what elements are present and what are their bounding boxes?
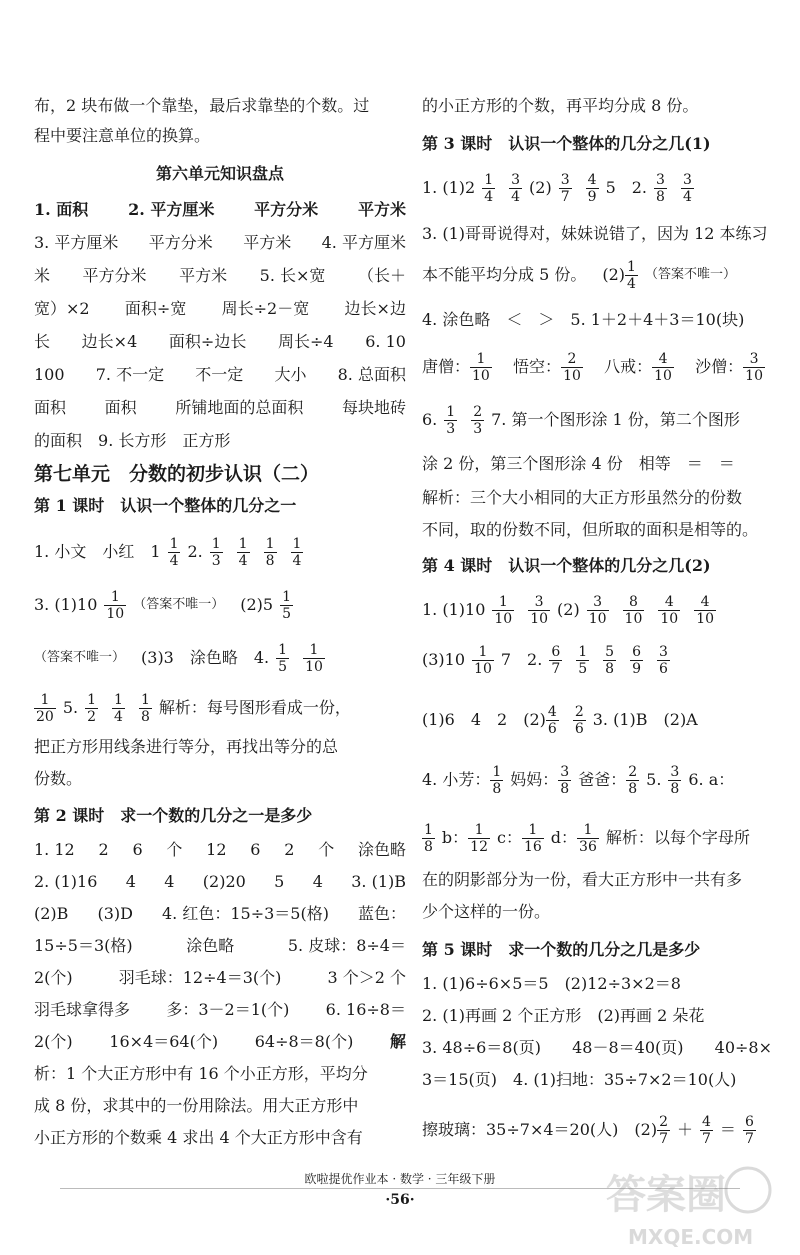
fraction: 1 16: [523, 821, 542, 855]
text-line: 在的阴影部分为一份，看大正方形中一共有多: [422, 870, 743, 889]
answer-line: 1 20 5. 1 2 1 4 1 8 解析：每号图形看成一份，: [36, 691, 351, 725]
answer-line: 1. 小文 小红 1 1 4 2. 1 3 1 4 1 8 1 4: [34, 535, 302, 569]
answer-line: 唐僧： $\frac{1}{10}$ 悟空： $\frac{2}{10}$ 八戒： $\frac{4}{10}$ 沙僧： $\frac{3}{10}$: [422, 350, 763, 384]
fraction: 1 4: [484, 171, 494, 205]
answer-line: 4. 涂色略 ＜ ＞ 5. 1＋2＋4＋3＝10(块): [422, 310, 745, 329]
answer-line: (1)6 4 2 (2) 4 6 2 6 3. (1)B (2)A: [422, 703, 698, 737]
fraction: 1 8: [140, 691, 150, 725]
fraction: 4 6: [547, 703, 557, 737]
watermark-url: MXQE.COM: [628, 1225, 754, 1249]
answer-line: 3. 48÷6＝8(页) 48－8＝40(页) 40÷8×: [422, 1038, 772, 1057]
fraction: 1 4: [292, 535, 302, 569]
lesson-heading: 第 3 课时 认识一个整体的几分之几(1): [422, 134, 711, 153]
answer-line: 1. (1)6÷6×5＝5 (2)12÷3×2＝8: [422, 974, 681, 993]
watermark-logo-icon: [598, 1160, 778, 1250]
answer-line: 的面积 9. 长方形 正方形: [34, 431, 231, 450]
answer-line: (2)B (3)D 4. 红色：15÷3＝5(格) 蓝色：: [34, 904, 406, 923]
fraction: $\frac{3}{10}$: [745, 350, 763, 384]
answer-line: 100 7. 不一定 不一定 大小 8. 总面积: [34, 365, 406, 384]
text-line: 成 8 份，求其中的一份用除法。用大正方形中: [34, 1096, 359, 1115]
answer-line: 2(个) 16×4＝64(个) 64÷8＝8(个) 解: [34, 1032, 406, 1051]
fraction: 1 5: [278, 641, 288, 675]
text-line: 少个这样的一份。: [422, 902, 551, 921]
fraction: 3 8: [560, 763, 570, 797]
fraction: 2 3: [473, 403, 483, 437]
fraction: 5 8: [605, 643, 615, 677]
answer-line: 1 8 b： 1 12 c： 1 16 d： 1 36 解析：以每个字母所: [424, 821, 750, 855]
answer-line: 1. 12 2 6 个 12 6 2 个 涂色略: [34, 840, 406, 859]
fraction: $\frac{1}{10}$: [472, 350, 490, 384]
answer-line: （答案不唯一） (3)3 涂色略 4. 1 5 1 10: [34, 641, 323, 675]
fraction: 8 10: [624, 593, 643, 627]
fraction: 3 4: [682, 171, 692, 205]
fraction: 2 6: [574, 703, 584, 737]
text-line: 把正方形用线条进行等分，再找出等分的总: [34, 737, 339, 756]
text-line: 解析：三个大小相同的大正方形虽然分的份数: [422, 488, 743, 507]
answer-line: 15÷5＝3(格) 涂色略 5. 皮球：8÷4＝: [34, 936, 406, 955]
fraction: 1 8: [424, 821, 433, 855]
answer-line: 1. (1)10 1 10 3 10 (2) 3 10 8 10 4 10 4 10: [422, 593, 715, 627]
text-line: 析：1 个大正方形中有 16 个小正方形，平均分: [34, 1064, 368, 1083]
answer-line: 1. (1)2 1 4 3 4 (2) 3 7 4 9 5 2. 3 8 3 4: [422, 171, 692, 205]
fraction: 2 8: [628, 763, 638, 797]
fraction: 1 8: [492, 763, 502, 797]
answer-line: 长 边长×4 面积÷边长 周长÷4 6. 10: [34, 332, 406, 351]
answer-line: 4. 小芳： 1 8 妈妈： 3 8 爸爸： 2 8 5. 3 8 6. a：: [422, 763, 735, 797]
fraction: 1 4: [169, 535, 179, 569]
fraction: 4 10: [660, 593, 679, 627]
footer-title: 欧啦提优作业本 · 数学 · 三年级下册: [304, 1172, 496, 1186]
answer-line: 6. 1 3 2 3 7. 第一个图形涂 1 份，第二个图形: [422, 403, 740, 437]
fraction: 1 20: [36, 691, 54, 725]
answer-line: 宽）×2 面积÷宽 周长÷2－宽 边长×边: [34, 299, 406, 318]
fraction: 4 9: [587, 171, 597, 205]
fraction: 1 4: [627, 258, 636, 292]
fraction: 1 2: [87, 691, 97, 725]
answer-line: 3. 平方厘米 平方分米 平方米 4. 平方厘米: [34, 233, 406, 252]
fraction: 3 6: [659, 643, 668, 677]
answer-line: 羽毛球拿得多 多：3－2＝1(个) 6. 16÷8＝: [34, 1000, 406, 1019]
text-line: 不同，取的份数不同，但所取的面积是相等的。: [422, 520, 759, 539]
unit-heading: 第七单元 分数的初步认识（二）: [34, 463, 320, 485]
answer-line: 2(个) 羽毛球：12÷4＝3(个) 3 个＞2 个: [34, 968, 406, 987]
fraction: 1 36: [579, 821, 597, 855]
fraction: 1 3: [446, 403, 456, 437]
fraction: 3 8: [656, 171, 665, 205]
fraction: 1 8: [265, 535, 275, 569]
fraction: 1 3: [211, 535, 221, 569]
fraction: 1 10: [106, 588, 125, 622]
fraction: 1 5: [578, 643, 588, 677]
answer-line: 本不能平均分成 5 份。 (2) 1 4 （答案不唯一）: [422, 258, 736, 292]
fraction: 1 10: [474, 643, 492, 677]
text-line: 份数。: [34, 769, 83, 788]
answer-line: 2. (1)再画 2 个正方形 (2)再画 2 朵花: [422, 1006, 705, 1025]
fraction: $\frac{2}{10}$: [563, 350, 581, 384]
text-line: 程中要注意单位的换算。: [34, 126, 211, 145]
fraction: 1 4: [114, 691, 123, 725]
fraction: 3 10: [588, 593, 607, 627]
page-number: ·56·: [385, 1192, 415, 1208]
answer-line: 面积 面积 所铺地面的总面积 每块地砖: [34, 398, 406, 417]
lesson-heading: 第 4 课时 认识一个整体的几分之几(2): [422, 556, 711, 575]
fraction: $\frac{4}{10}$: [654, 350, 672, 384]
answer-line: (3)10 1 10 7 2. 6 7 1 5 5 8 6 9 3 6: [422, 643, 668, 677]
section-heading: 第六单元知识盘点: [155, 164, 284, 183]
text-line: 小正方形的个数乘 4 求出 4 个大正方形中含有: [34, 1128, 363, 1147]
fraction: 1 10: [494, 593, 513, 627]
text-line: 3. (1)哥哥说得对，妹妹说错了，因为 12 本练习: [422, 224, 768, 243]
fraction: 6 7: [551, 643, 561, 677]
answer-line: 1. 面积 2. 平方厘米 平方分米 平方米: [34, 200, 406, 219]
fraction: 1 5: [282, 588, 291, 622]
fraction: 6 9: [632, 643, 641, 677]
fraction: 3 8: [670, 763, 680, 797]
text-line: 的小正方形的个数，再平均分成 8 份。: [422, 96, 699, 115]
fraction: 3 10: [530, 593, 549, 627]
fraction: 1 12: [470, 821, 488, 855]
lesson-heading: 第 1 课时 认识一个整体的几分之一: [34, 496, 297, 515]
watermark-text: 答案圈: [606, 1172, 726, 1218]
fraction: 6 7: [744, 1113, 754, 1147]
fraction: 2 7: [659, 1113, 668, 1147]
answer-line: 3＝15(页) 4. (1)扫地：35÷7×2＝10(人): [422, 1070, 737, 1089]
fraction: 1 4: [238, 535, 248, 569]
lesson-heading: 第 5 课时 求一个数的几分之几是多少: [422, 940, 701, 959]
answer-line: 3. (1)10 1 10 （答案不唯一） (2)5 1 5: [34, 588, 291, 622]
answer-line: 擦玻璃：35÷7×4＝20(人) (2) 2 7 ＋ 4 7 ＝ 6 7: [422, 1113, 754, 1147]
lesson-heading: 第 2 课时 求一个数的几分之一是多少: [34, 806, 313, 825]
answer-line: 米 平方分米 平方米 5. 长×宽 （长＋: [34, 266, 406, 285]
fraction: 4 10: [696, 593, 715, 627]
answer-line: 涂 2 份，第三个图形涂 4 份 相等 ＝ ＝: [422, 454, 735, 473]
text-line: 布，2 块布做一个靠垫，最后求靠垫的个数。过: [34, 96, 370, 115]
answer-line: 2. (1)16 4 4 (2)20 5 4 3. (1)B: [34, 872, 406, 891]
fraction: 3 7: [560, 171, 570, 205]
fraction: 1 10: [305, 641, 323, 675]
fraction: 4 7: [702, 1113, 711, 1147]
fraction: 3 4: [511, 171, 521, 205]
